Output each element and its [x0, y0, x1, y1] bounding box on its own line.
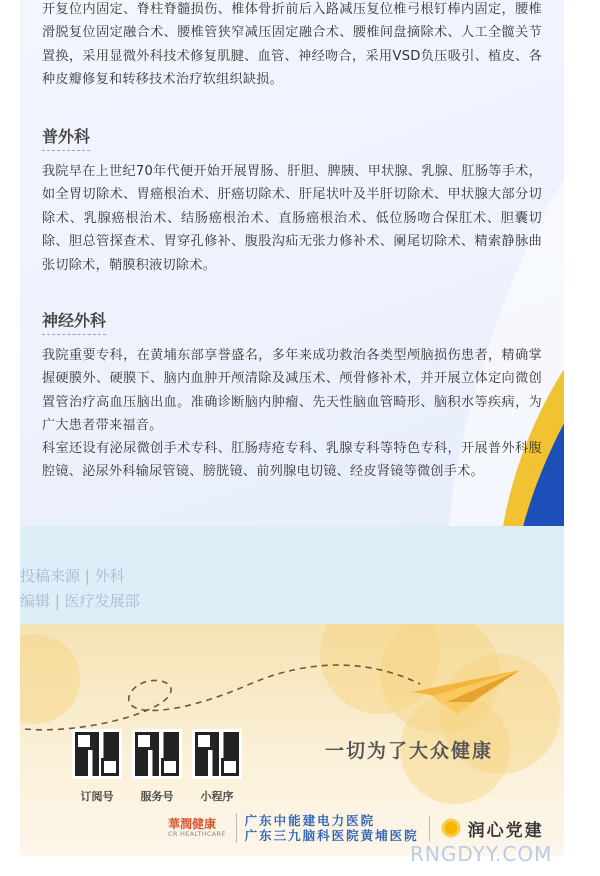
hospital-names	[236, 813, 419, 843]
slogan: 一切为了大众健康	[325, 740, 494, 762]
general-surgery-paragraph: 我院早在上世纪70年代便开始开展胃肠、肝胆、脾胰、甲状腺、乳腺、肛肠等手术，如全胃切除术、胃癌根治术、肝癌切除术、肝尾状叶及半肝切除术、甲状腺大部分切除术、乳腺癌根治术、结肠癌根治术、直肠癌根治术、低位肠吻合保肛术、胆囊切除、胆总管探查术、胃穿孔修补、腹股沟疝无张力修补术、阑尾切除术、精索静脉曲张切除术，鞘膜积液切除术。	[42, 164, 542, 273]
qr-code-icon	[195, 732, 239, 776]
intro-paragraph: 开复位内固定、脊柱脊髓损伤、椎体骨折前后入路减压复位椎弓根钉棒内固定，腰椎滑脱复位固定融合术、腰椎管狭窄减压固定融合术、腰椎间盘摘除术、人工全髋关节置换，采用显微外科技术修复肌腱、血管、神经吻合，采用VSD负压吸引、植皮、各种皮瓣修复和转移技术治疗软组织缺损。	[42, 2, 542, 88]
sun-flower-icon	[440, 817, 462, 839]
paper-plane-icon	[412, 662, 522, 717]
article-card	[20, 0, 564, 526]
logo-bar	[168, 812, 544, 844]
footer-banner	[20, 624, 564, 856]
hospital-name-1: 广东中能建电力医院	[244, 813, 376, 828]
source-line: 投稿来源 | 外科	[20, 567, 125, 585]
section-heading-neurosurgery: 神经外科	[42, 308, 106, 335]
qr-code-service[interactable]	[132, 729, 182, 779]
qr-code-icon	[75, 732, 119, 776]
qr-label-subscription: 订阅号	[80, 790, 114, 803]
cr-healthcare-name: 華潤健康	[168, 817, 217, 831]
runxin-party-logo	[429, 816, 544, 841]
watermark: RNGDYY.COM	[410, 842, 553, 866]
qr-code-icon	[135, 732, 179, 776]
cr-healthcare-en: CR HEALTHCARE	[168, 830, 226, 838]
runxin-brand-text: 润心党建	[467, 820, 544, 841]
qr-code-subscription[interactable]	[72, 729, 122, 779]
qr-label-service: 服务号	[140, 790, 174, 803]
editor-line: 编辑 | 医疗发展部	[20, 592, 140, 610]
hospital-name-2: 广东三九脑科医院黄埔医院	[244, 828, 419, 843]
cr-healthcare-logo	[168, 818, 226, 838]
qr-label-miniprogram: 小程序	[200, 790, 234, 803]
section-heading-general-surgery: 普外科	[42, 124, 90, 151]
qr-code-miniprogram[interactable]	[192, 729, 242, 779]
neurosurgery-paragraph-1: 我院重要专科，在黄埔东部享誉盛名，多年来成功救治各类型颅脑损伤患者，精确掌握硬膜外、硬膜下、脑内血肿开颅清除及减压术、颅骨修补术，并开展立体定向微创置管治疗高血压脑出血。准确诊断脑内肿瘤、先天性脑血管畸形、脑积水等疾病，为广大患者带来福音。	[42, 348, 542, 434]
neurosurgery-paragraph-2: 科室还设有泌尿微创手术专科、肛肠痔疮专科、乳腺专科等特色专科，开展普外科腹腔镜、泌尿外科输尿管镜、膀胱镜、前列腺电切镜、经皮肾镜等微创手术。	[42, 441, 542, 480]
